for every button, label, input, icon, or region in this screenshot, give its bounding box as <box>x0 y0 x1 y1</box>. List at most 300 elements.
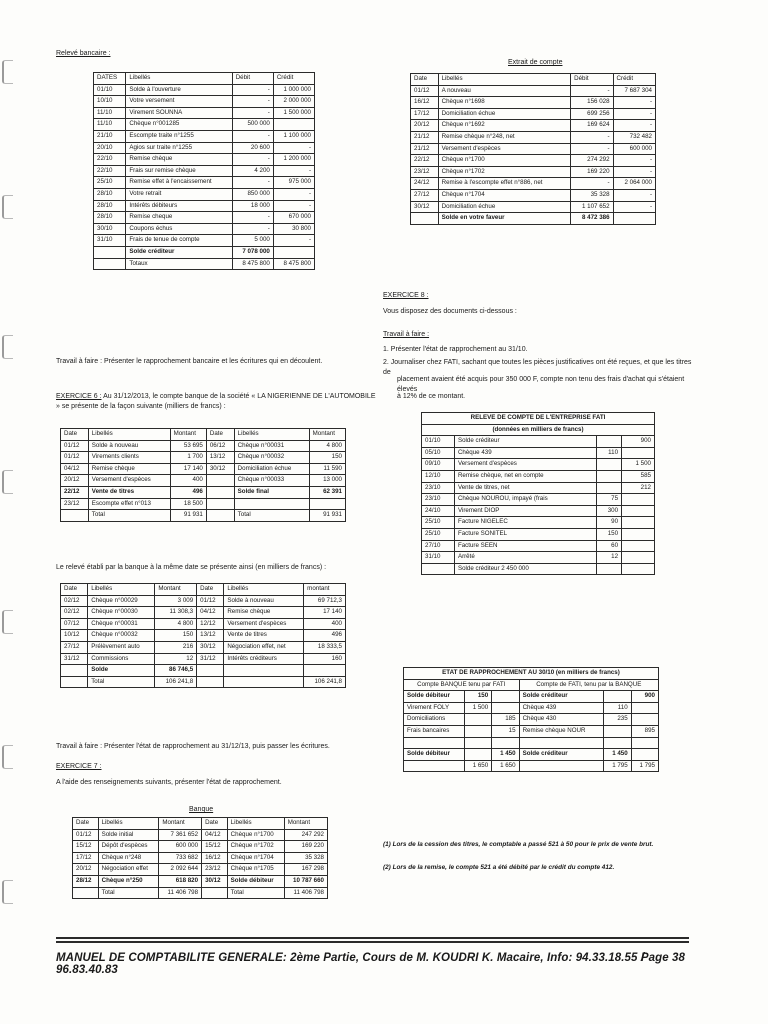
table-cell: 1 450 <box>604 749 631 761</box>
column-header: Débit <box>232 73 273 85</box>
fati-row <box>422 494 655 506</box>
table-cell: 1 450 <box>492 749 519 761</box>
table-cell: Dépôt d'espèces <box>98 841 159 853</box>
table-cell: 600 000 <box>613 143 655 155</box>
table-cell: Chèque n°00031 <box>88 618 155 630</box>
table-cell: 1 500 <box>464 702 491 714</box>
table-cell: Solde à l'ouverture <box>126 84 232 96</box>
table-cell: 35 328 <box>571 189 613 201</box>
table-cell: Solde débiteur <box>404 749 465 761</box>
table-cell: Solde à nouveau <box>88 440 170 452</box>
table-cell: - <box>273 200 314 212</box>
table-cell <box>492 691 519 703</box>
table-cell: 22/12 <box>411 155 439 167</box>
ex6-task: Travail à faire : Présenter l'état de rapprochement au 31/12/13, puis passer les écritures. <box>56 743 330 750</box>
table-cell <box>206 510 234 522</box>
table-cell: Prélèvement auto <box>88 641 155 653</box>
table-cell <box>61 510 89 522</box>
table-cell <box>492 737 519 749</box>
table-cell: 17 140 <box>170 463 206 475</box>
table-cell: - <box>232 130 273 142</box>
table-cell: Chèque n°1705 <box>227 864 284 876</box>
ex6-bank-row <box>61 641 346 653</box>
table-cell: 11/10 <box>94 119 126 131</box>
table-cell: 23/12 <box>202 864 228 876</box>
table-cell: 110 <box>604 702 631 714</box>
fati-row <box>422 436 655 448</box>
table-cell: 20/12 <box>61 475 89 487</box>
table-cell: 23/10 <box>422 482 455 494</box>
binder-ring <box>2 745 13 769</box>
table-cell: 8 475 800 <box>273 258 314 270</box>
column-header: Date <box>73 818 99 830</box>
table-cell <box>224 665 304 677</box>
table-cell: 216 <box>155 641 197 653</box>
table-cell: Remise chèque <box>126 154 232 166</box>
column-header: Crédit <box>273 73 314 85</box>
table-cell: 4 800 <box>309 440 345 452</box>
column-header: Débit <box>571 74 613 86</box>
table-cell: Chèque NOUROU, impayé (frais <box>454 494 596 506</box>
table-cell: Négociation effet <box>98 864 159 876</box>
releve-row <box>94 154 315 166</box>
table-cell <box>304 665 346 677</box>
fati-row <box>422 528 655 540</box>
table-cell: 21/10 <box>94 130 126 142</box>
column-header: Libellés <box>438 74 571 86</box>
table-cell: Virement FOLY <box>404 702 465 714</box>
table-cell <box>622 540 655 552</box>
table-cell: Chèque n°00030 <box>88 607 155 619</box>
table-cell: 62 391 <box>309 486 345 498</box>
table-cell: Coupons échus <box>126 223 232 235</box>
page-number: Page 38 <box>640 952 685 964</box>
table-cell: 01/12 <box>411 85 439 97</box>
table-cell: Versement d'espèces <box>454 459 596 471</box>
table-cell <box>604 691 631 703</box>
table-cell: 1 107 652 <box>571 201 613 213</box>
table-cell: Domiciliation échue <box>234 463 309 475</box>
table-cell: 10/12 <box>61 630 88 642</box>
ex6-row <box>61 452 346 464</box>
column-header: Libellés <box>227 818 284 830</box>
table-cell: 09/10 <box>422 459 455 471</box>
table-cell <box>206 498 234 510</box>
table-cell: Total <box>88 676 155 688</box>
table-cell: 18 333,5 <box>304 641 346 653</box>
table-cell: 11/10 <box>94 107 126 119</box>
table-cell: 732 482 <box>613 131 655 143</box>
ex8-item-1: 1. Présenter l'état de rapprochement au 31/10. <box>383 346 528 353</box>
table-cell: Chèque n°00032 <box>88 630 155 642</box>
table-cell: - <box>571 131 613 143</box>
table-cell: Virement DIOP <box>454 505 596 517</box>
table-cell: - <box>232 212 273 224</box>
table-cell <box>622 552 655 564</box>
extrait-row <box>411 97 656 109</box>
table-cell: Remise chèque NOUR <box>519 725 604 737</box>
table-cell <box>404 760 465 772</box>
table-cell: 500 000 <box>232 119 273 131</box>
table-cell: Versement d'espèces <box>88 475 170 487</box>
column-header: Montant <box>309 429 345 441</box>
table-cell: Solde débiteur <box>227 875 284 887</box>
ex8-note-1: (1) Lors de la cession des titres, le comptable a passé 521 à 50 pour le prix de vente brut. <box>383 841 654 848</box>
ex7-table-title: Banque <box>189 806 214 813</box>
table-cell: 20/12 <box>411 120 439 132</box>
extrait-row <box>411 178 656 190</box>
table-cell: 13/12 <box>197 630 224 642</box>
releve-row <box>94 235 315 247</box>
table-cell: Votre versement <box>126 96 232 108</box>
column-header: Montant <box>159 818 202 830</box>
table-cell: 30/12 <box>197 641 224 653</box>
table-cell: Versement d'espèces <box>438 143 571 155</box>
table-cell: Total <box>88 510 170 522</box>
table-cell: Vente de titres <box>88 486 170 498</box>
ex7-intro: A l'aide des renseignements suivants, présenter l'état de rapprochement. <box>56 779 282 786</box>
table-cell: 212 <box>622 482 655 494</box>
table-cell: Chèque 439 <box>454 447 596 459</box>
table-cell <box>519 737 604 749</box>
table-cell: 235 <box>604 714 631 726</box>
extrait-row <box>411 143 656 155</box>
table-cell: - <box>613 201 655 213</box>
ex8-note-2: (2) Lors de la remise, le compte 521 a été débité par le crédit du compte 412. <box>383 864 615 871</box>
table-cell: 20 600 <box>232 142 273 154</box>
etat-row <box>404 702 659 714</box>
releve-row <box>94 188 315 200</box>
table-header-row <box>61 584 346 596</box>
table-cell: 01/12 <box>73 829 99 841</box>
ex8-item-2: 2. Journaliser chez FATI, sachant que toutes les pièces justificatives ont été reçues, et que les titres de <box>383 359 692 376</box>
table-cell <box>596 482 621 494</box>
table-cell: 496 <box>170 486 206 498</box>
etat-row <box>404 749 659 761</box>
table-cell: 1 700 <box>170 452 206 464</box>
table-cell: Remise chèque, net en compte <box>454 470 596 482</box>
table-cell: 1 100 000 <box>273 130 314 142</box>
table-cell <box>596 436 621 448</box>
table-cell: Domiciliations <box>404 714 465 726</box>
ex6-bank-statement-table <box>60 583 346 688</box>
table-cell: - <box>613 120 655 132</box>
table-cell: Intérêts débiteurs <box>126 200 232 212</box>
table-cell: 22/12 <box>61 486 89 498</box>
table-cell: 12/10 <box>422 470 455 482</box>
table-cell: 150 <box>155 630 197 642</box>
table-cell: Solde créditeur <box>126 246 232 258</box>
table-cell: Domiciliation échue <box>438 108 571 120</box>
extrait-title: Extrait de compte <box>508 59 563 66</box>
ex8-item-4: à 12% de ce montant. <box>397 393 466 400</box>
footer-rule <box>56 937 689 939</box>
table-cell: 23/12 <box>61 498 89 510</box>
extrait-row <box>411 155 656 167</box>
table-cell: 900 <box>631 691 658 703</box>
fati-row <box>422 470 655 482</box>
ex6-bank-row <box>61 665 346 677</box>
ex6-intro: Au 31/12/2013, le compte banque de la société « LA NIGERIENNE DE L'AUTOMOBILE » se présente de la façon suivante (milliers de francs) : <box>56 393 376 410</box>
table-cell <box>622 494 655 506</box>
table-cell <box>61 676 88 688</box>
fati-title: RELEVE DE COMPTE DE L'ENTREPRISE FATI <box>422 413 655 425</box>
table-cell: 17 140 <box>304 607 346 619</box>
table-cell: Chèque n°1692 <box>438 120 571 132</box>
table-cell: 400 <box>170 475 206 487</box>
table-cell: 30/12 <box>206 463 234 475</box>
table-cell: 35 328 <box>284 852 327 864</box>
table-cell: 27/12 <box>61 641 88 653</box>
table-header-row <box>94 73 315 85</box>
fati-row <box>422 482 655 494</box>
releve-row <box>94 130 315 142</box>
table-cell: Remise à l'escompte effet n°886, net <box>438 178 571 190</box>
table-cell: 05/10 <box>422 447 455 459</box>
ex6-row <box>61 510 346 522</box>
table-cell: 02/12 <box>61 595 88 607</box>
column-header: Libellés <box>98 818 159 830</box>
table-cell: 11 308,3 <box>155 607 197 619</box>
column-header: Date <box>61 584 88 596</box>
table-cell: 25/10 <box>94 177 126 189</box>
table-cell: 04/12 <box>202 829 228 841</box>
ex7-row <box>73 887 328 899</box>
table-cell: Solde créditeur 2 450 000 <box>454 563 596 575</box>
table-cell: Arrêté <box>454 552 596 564</box>
table-header-row <box>73 818 328 830</box>
table-cell: 28/10 <box>94 200 126 212</box>
table-cell: 10/10 <box>94 96 126 108</box>
etat-left-head: Compte BANQUE tenu par FATI <box>404 679 520 691</box>
column-header: Montant <box>284 818 327 830</box>
ex8-task-title: Travail à faire : <box>383 331 430 338</box>
extrait-row <box>411 85 656 97</box>
table-cell: Vente de titres, net <box>454 482 596 494</box>
table-cell: 21/12 <box>411 131 439 143</box>
releve-row <box>94 96 315 108</box>
table-cell: 17/12 <box>411 108 439 120</box>
table-cell: 5 000 <box>232 235 273 247</box>
releve-row <box>94 200 315 212</box>
table-cell: Virements clients <box>88 452 170 464</box>
table-cell: Facture NIGELEC <box>454 517 596 529</box>
table-cell: 01/10 <box>94 84 126 96</box>
ex6-row <box>61 486 346 498</box>
table-cell: 31/10 <box>422 552 455 564</box>
table-cell: 618 820 <box>159 875 202 887</box>
table-cell: 91 931 <box>170 510 206 522</box>
table-cell: 1 795 <box>604 760 631 772</box>
table-cell: 22/10 <box>94 165 126 177</box>
table-cell: Escompte traite n°1255 <box>126 130 232 142</box>
table-cell: 975 000 <box>273 177 314 189</box>
table-cell: 60 <box>596 540 621 552</box>
fati-row <box>422 505 655 517</box>
table-cell: 900 <box>622 436 655 448</box>
table-cell: 20/12 <box>73 864 99 876</box>
table-cell: 18 000 <box>232 200 273 212</box>
table-cell: Chèque n°248 <box>98 852 159 864</box>
ex6-row <box>61 475 346 487</box>
table-cell: Commissions <box>88 653 155 665</box>
table-cell: - <box>232 96 273 108</box>
fati-subtitle: (données en milliers de francs) <box>422 424 655 436</box>
fati-title-row <box>422 424 655 436</box>
table-cell: Escompte effet n°013 <box>88 498 170 510</box>
table-cell: - <box>232 84 273 96</box>
table-cell: 169 220 <box>571 166 613 178</box>
table-cell: 27/12 <box>411 189 439 201</box>
table-cell <box>631 749 658 761</box>
table-cell <box>622 447 655 459</box>
etat-row <box>404 714 659 726</box>
table-cell <box>422 563 455 575</box>
table-cell: - <box>232 177 273 189</box>
table-cell <box>206 486 234 498</box>
table-cell: 12 <box>596 552 621 564</box>
table-cell: 15/12 <box>202 841 228 853</box>
table-cell: 17/12 <box>73 852 99 864</box>
table-cell: Chèque 430 <box>519 714 604 726</box>
table-cell: 07/12 <box>61 618 88 630</box>
table-cell: 53 695 <box>170 440 206 452</box>
table-cell: Intérêts créditeurs <box>224 653 304 665</box>
table-cell: Vente de titres <box>224 630 304 642</box>
ex7-row <box>73 841 328 853</box>
binder-ring <box>2 60 13 84</box>
table-cell: - <box>232 107 273 119</box>
table-cell: 20/10 <box>94 142 126 154</box>
table-cell: 13/12 <box>206 452 234 464</box>
table-header-row <box>61 429 346 441</box>
extrait-table <box>410 73 656 225</box>
ex6-intro-block <box>56 392 376 412</box>
extrait-row <box>411 201 656 213</box>
table-cell: Chèque n°00029 <box>88 595 155 607</box>
table-cell: Votre retrait <box>126 188 232 200</box>
table-cell: - <box>613 189 655 201</box>
column-header: Montant <box>155 584 197 596</box>
column-header: montant <box>304 584 346 596</box>
table-cell: 04/12 <box>197 607 224 619</box>
ex6-row <box>61 463 346 475</box>
table-cell: 13 000 <box>309 475 345 487</box>
table-cell: - <box>613 108 655 120</box>
ex6-row <box>61 498 346 510</box>
table-cell: Virement SOUNNA <box>126 107 232 119</box>
extrait-row <box>411 108 656 120</box>
table-cell: 31/10 <box>94 235 126 247</box>
ex6-bank-row <box>61 595 346 607</box>
fati-row <box>422 552 655 564</box>
table-cell: 167 298 <box>284 864 327 876</box>
ex6-bank-row <box>61 676 346 688</box>
table-cell: 23/12 <box>411 166 439 178</box>
table-cell: Versement d'espèces <box>224 618 304 630</box>
table-cell: 01/12 <box>61 440 89 452</box>
table-cell: Chèque n°1698 <box>438 97 571 109</box>
table-cell: Agios sur traite n°1255 <box>126 142 232 154</box>
table-cell: 12 <box>155 653 197 665</box>
table-cell: 21/12 <box>411 143 439 155</box>
table-cell: 15/12 <box>73 841 99 853</box>
table-cell <box>94 258 126 270</box>
table-cell: Remise effet à l'encaissement <box>126 177 232 189</box>
table-cell <box>464 737 491 749</box>
table-cell: 106 241,8 <box>155 676 197 688</box>
table-cell: 30/12 <box>411 201 439 213</box>
table-cell: 12/12 <box>197 618 224 630</box>
table-cell: 06/12 <box>206 440 234 452</box>
table-cell: 25/10 <box>422 517 455 529</box>
column-header: Date <box>206 429 234 441</box>
column-header: Date <box>202 818 228 830</box>
table-cell: 31/12 <box>197 653 224 665</box>
table-cell <box>94 246 126 258</box>
fati-row <box>422 447 655 459</box>
table-cell: Frais sur remise chèque <box>126 165 232 177</box>
etat-row <box>404 725 659 737</box>
releve-row <box>94 107 315 119</box>
ex6-title: EXERCICE 6 : <box>56 393 102 400</box>
table-cell: Chèque n°001285 <box>126 119 232 131</box>
table-cell: Chèque n°1700 <box>438 155 571 167</box>
table-cell <box>622 563 655 575</box>
extrait-row <box>411 131 656 143</box>
extrait-row <box>411 166 656 178</box>
table-cell: Chèque n°00031 <box>234 440 309 452</box>
table-cell: 69 712,3 <box>304 595 346 607</box>
table-cell: 496 <box>304 630 346 642</box>
table-cell: 1 795 <box>631 760 658 772</box>
table-cell <box>492 702 519 714</box>
table-cell: 300 <box>596 505 621 517</box>
releve-row <box>94 246 315 258</box>
table-cell: Facture SONITEL <box>454 528 596 540</box>
table-cell <box>596 459 621 471</box>
fati-row <box>422 540 655 552</box>
table-cell: Total <box>98 887 159 899</box>
releve-row <box>94 223 315 235</box>
table-cell: - <box>273 165 314 177</box>
fati-title-row <box>422 413 655 425</box>
table-cell: 11 590 <box>309 463 345 475</box>
table-cell <box>464 714 491 726</box>
table-cell: Solde débiteur <box>404 691 465 703</box>
table-cell: 185 <box>492 714 519 726</box>
table-cell: 10 787 660 <box>284 875 327 887</box>
table-cell: - <box>571 178 613 190</box>
releve-row <box>94 142 315 154</box>
releve-title: Relevé bancaire : <box>56 50 111 57</box>
table-cell: Chèque n°1704 <box>438 189 571 201</box>
table-cell <box>224 676 304 688</box>
table-cell: Chèque n°250 <box>98 875 159 887</box>
table-cell: 8 472 386 <box>571 213 613 225</box>
binder-ring <box>2 335 13 359</box>
table-cell: Solde en votre faveur <box>438 213 571 225</box>
table-cell <box>206 475 234 487</box>
releve-row <box>94 212 315 224</box>
table-cell: Chèque n°00033 <box>234 475 309 487</box>
table-cell: 150 <box>309 452 345 464</box>
table-cell: 91 931 <box>309 510 345 522</box>
table-cell: Solde créditeur <box>454 436 596 448</box>
ex7-row <box>73 829 328 841</box>
column-header: Crédit <box>613 74 655 86</box>
table-cell: 1 000 000 <box>273 84 314 96</box>
